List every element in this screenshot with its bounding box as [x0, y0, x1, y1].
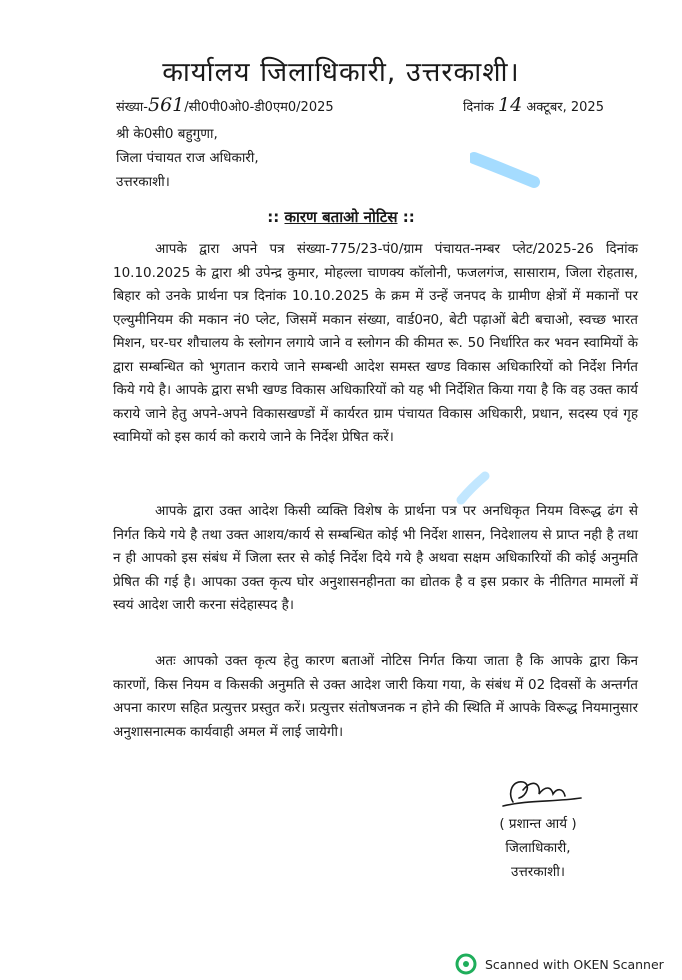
signatory-place: उत्तरकाशी।: [511, 864, 565, 880]
oken-scanner-logo-icon: [455, 953, 477, 975]
notice-heading: [0, 207, 682, 227]
addressee-name: श्री के0सी0 बहुगुणा,: [116, 126, 218, 142]
paragraph-1-text: आपके द्वारा अपने पत्र संख्या-775/23-पं0/ग्राम पंचायत-नम्बर प्लेट/2025-26 दिनांक 10.10.2025 के द्वारा श्री उपेन्द्र कुमार, मोहल्ला चाणक्य कॉलोनी, फजलगंज, सासाराम, जिला रोहतास, बिहार को उनके प्रार्थना पत्र दिनांक 10.10.2025 के क्रम में उन्हें जनपद के ग्रामीण क्षेत्रों में मकानों पर एल्युमीनियम की मकान नं0 प्लेट, जिसमें मकान संख्या, वार्ड0न0, बेटी पढ़ाओं बेटी बचाओ, स्वच्छ भारत मिशन, घर-घर शौचालय के स्लोगन लगाये जाने व स्लोगन की कीमत रू. 50 निर्धारित कर भवन स्वामियों के द्वारा सम्बन्धित को भुगतान कराये जाने सम्बन्धी आदेश समस्त खण्ड विकास अधिकारियों को निर्देश निर्गत किये गये है। आपके द्वारा सभी खण्ड विकास अधिकारियों को यह भी निर्देशित किया गया है कि वह उक्त कार्य कराये जाने हेतु अपने-अपने विकासखण्डों में कार्यरत ग्राम पंचायत विकास अधिकारी, प्रधान, सदस्य एवं गृह स्वामियों को इस कार्य को कराये जाने के निर्देश प्रेषित करें।: [113, 241, 638, 445]
addressee-designation: जिला पंचायत राज अधिकारी,: [116, 150, 259, 166]
addressee-block: [116, 122, 259, 194]
reference-suffix: /सी0पी0ओ0-डी0एम0/2025: [184, 100, 334, 115]
signatory-designation: जिलाधिकारी,: [505, 840, 571, 856]
scanner-watermark: [455, 953, 664, 975]
reference-number: [116, 94, 334, 116]
signatory-name: ( प्रशान्त आर्य ): [499, 816, 577, 832]
reference-handwritten-number: 561: [148, 94, 185, 116]
addressee-place: उत्तरकाशी।: [116, 174, 170, 190]
heading-marker-left: ::: [267, 208, 280, 226]
date-handwritten-day: 14: [497, 94, 523, 116]
paragraph-2-text: आपके द्वारा उक्त आदेश किसी व्यक्ति विशेष के प्रार्थना पत्र पर अनधिकृत नियम विरूद्ध ढंग से निर्गत किये गये है तथा उक्त आशय/कार्य से सम्बन्धित कोई भी निर्देश शासन, निदेशालय से प्राप्त नही है तथा न ही आपको इस संबंध में जिला स्तर से कोई निर्देश दिये गये है अथवा सक्षम अधिकारियों की कोई अनुमति प्रेषित की गई है। आपका उक्त कृत्य घोर अनुशासनहीनता का द्योतक है व इस प्रकार के नीतिगत मामलों में स्वयं आदेश जारी करना संदेहास्पद है।: [113, 503, 638, 613]
date-label: दिनांक: [463, 100, 494, 115]
date-month-year: अक्टूबर, 2025: [526, 100, 604, 115]
handwritten-signature: [483, 772, 593, 812]
heading-marker-right: ::: [402, 208, 415, 226]
signatory-block: [478, 772, 598, 884]
paragraph-2: [113, 500, 638, 618]
reference-date: [463, 94, 604, 116]
scan-streak-top: [470, 150, 540, 190]
paragraph-3-text: अतः आपको उक्त कृत्य हेतु कारण बताओं नोटिस निर्गत किया जाता है कि आपके द्वारा किन कारणों, किस नियम व किसकी अनुमति से उक्त आदेश जारी किया गया, के संबंध में 02 दिवसों के अन्तर्गत अपना कारण सहित प्रत्युत्तर प्रस्तुत करें। प्रत्युत्तर संतोषजनक न होने की स्थिति में आपके विरूद्ध नियमानुसार अनुशासनात्मक कार्यवाही अमल में लाई जायेगी।: [113, 653, 638, 740]
office-title: कार्यालय जिलाधिकारी, उत्तरकाशी।: [162, 57, 520, 88]
paragraph-3: [113, 650, 638, 744]
heading-text: कारण बताओ नोटिस: [284, 208, 398, 226]
scanner-label: Scanned with OKEN Scanner: [485, 956, 664, 972]
paragraph-1: [113, 238, 638, 450]
reference-prefix: संख्या-: [116, 100, 148, 115]
